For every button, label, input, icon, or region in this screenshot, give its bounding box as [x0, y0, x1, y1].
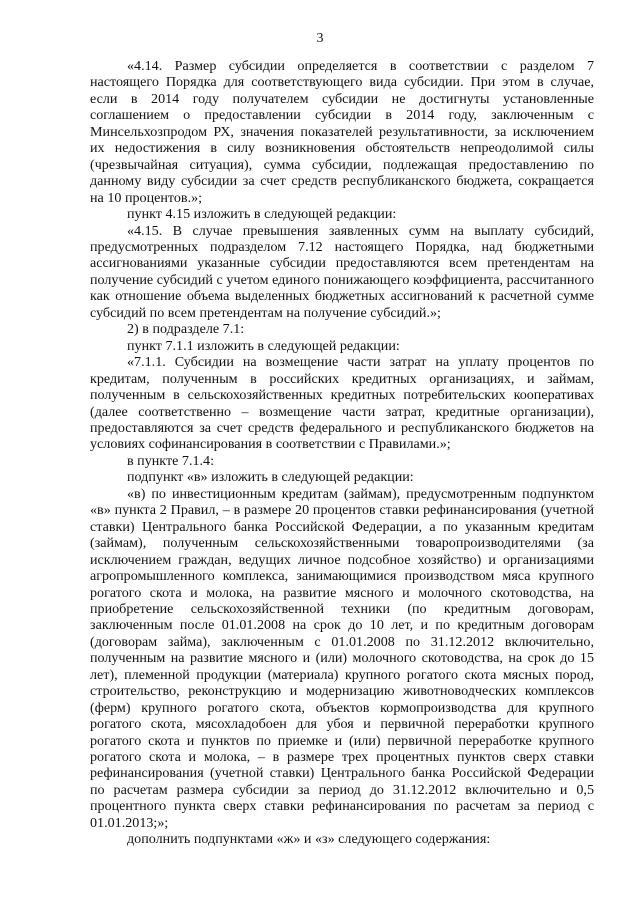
paragraph-4-14: «4.14. Размер субсидии определяется в соответствии с разделом 7 настоящего Порядка для соответствующего вида субсидии. При этом в случае, если в 2014 году получателем субсидии не достигнуты установленные соглашением о предоставлении субсидии в 2014 году, заключенным с Минсельхозпродом РХ, значения показателей результативности, за исключением их недостижения в силу возникновения обстоятельств непреодолимой силы (чрезвычайная ситуация), сумма субсидии, подлежащая предоставлению по данному виду субсидии за счет средств республиканского бюджета, сокращается на 10 процентов.»;	[90, 58, 594, 206]
paragraph-7-1-1: «7.1.1. Субсидии на возмещение части затрат на уплату процентов по кредитам, полученным в российских кредитных организациях, и займам, полученным в сельскохозяйственных кредитных потребительских кооперативах (далее соответственно – возмещение части затрат, кредитные организации), предоставляются за счет средств федерального и республиканского бюджетов на условиях софинансирования в соответствии с Правилами.»;	[90, 354, 594, 453]
document-body	[90, 58, 594, 848]
paragraph-instruction-4-15: пункт 4.15 изложить в следующей редакции:	[127, 206, 397, 223]
paragraph-subpoint-v: «в) по инвестиционным кредитам (займам), предусмотренным подпунктом «в» пункта 2 Правил, – в размере 20 процентов ставки рефинансирования (учетной ставки) Центрального банка Российской Федерации, а по указанным кредитам (займам), полученным сельскохозяйственными товаропроизводителями (за исключением граждан, ведущих личное подсобное хозяйство) и организациями агропромышленного комплекса, занимающимися производством мяса крупного рогатого скота и молока, на развитие мясного и молочного скотоводства, на приобретение сельскохозяйственной техники (по кредитным договорам, заключенным после 01.01.2008 на срок до 10 лет, и по кредитным договорам (договорам займа), заключенным с 01.01.2008 по 31.12.2012 включительно, полученным на развитие мясного и (или) молочного скотоводства, на срок до 15 лет), племенной продукции (материала) крупного рогатого скота мясных пород, строительство, реконструкцию и модернизацию животноводческих комплексов (ферм) крупного рогатого скота, объектов кормопроизводства для крупного рогатого скота, мясохладобоен для убоя и первичной переработки крупного рогатого скота и пунктов по приемке и (или) первичной переработке крупного рогатого скота и молока, – в размере трех процентных пунктов сверх ставки рефинансирования (учетной ставки) Центрального банка Российской Федерации по расчетам размера субсидии за период до 31.12.2012 включительно и 0,5 процентного пункта сверх ставки рефинансирования по расчетам за период с 01.01.2013;»;	[90, 485, 594, 831]
paragraph-4-15: «4.15. В случае превышения заявленных сумм на выплату субсидий, предусмотренных подразделом 7.12 настоящего Порядка, над бюджетными ассигнованиями указанные субсидии предоставляются всем претендентам на получение субсидий с учетом единого понижающего коэффициента, рассчитанного как отношение объема выделенных бюджетных ассигнований к расчетной сумме субсидий по всем претендентам на получение субсидий.»;	[90, 222, 594, 321]
paragraph-instruction-subpoint-v: подпункт «в» изложить в следующей редакции:	[127, 469, 414, 486]
paragraph-subsection-7-1: 2) в подразделе 7.1:	[127, 321, 245, 338]
paragraph-instruction-7-1-1: пункт 7.1.1 изложить в следующей редакции:	[127, 337, 400, 354]
paragraph-add-subpoints: дополнить подпунктами «ж» и «з» следующего содержания:	[127, 831, 491, 848]
page-number: 3	[316, 31, 324, 46]
paragraph-point-7-1-4: в пункте 7.1.4:	[127, 452, 215, 469]
